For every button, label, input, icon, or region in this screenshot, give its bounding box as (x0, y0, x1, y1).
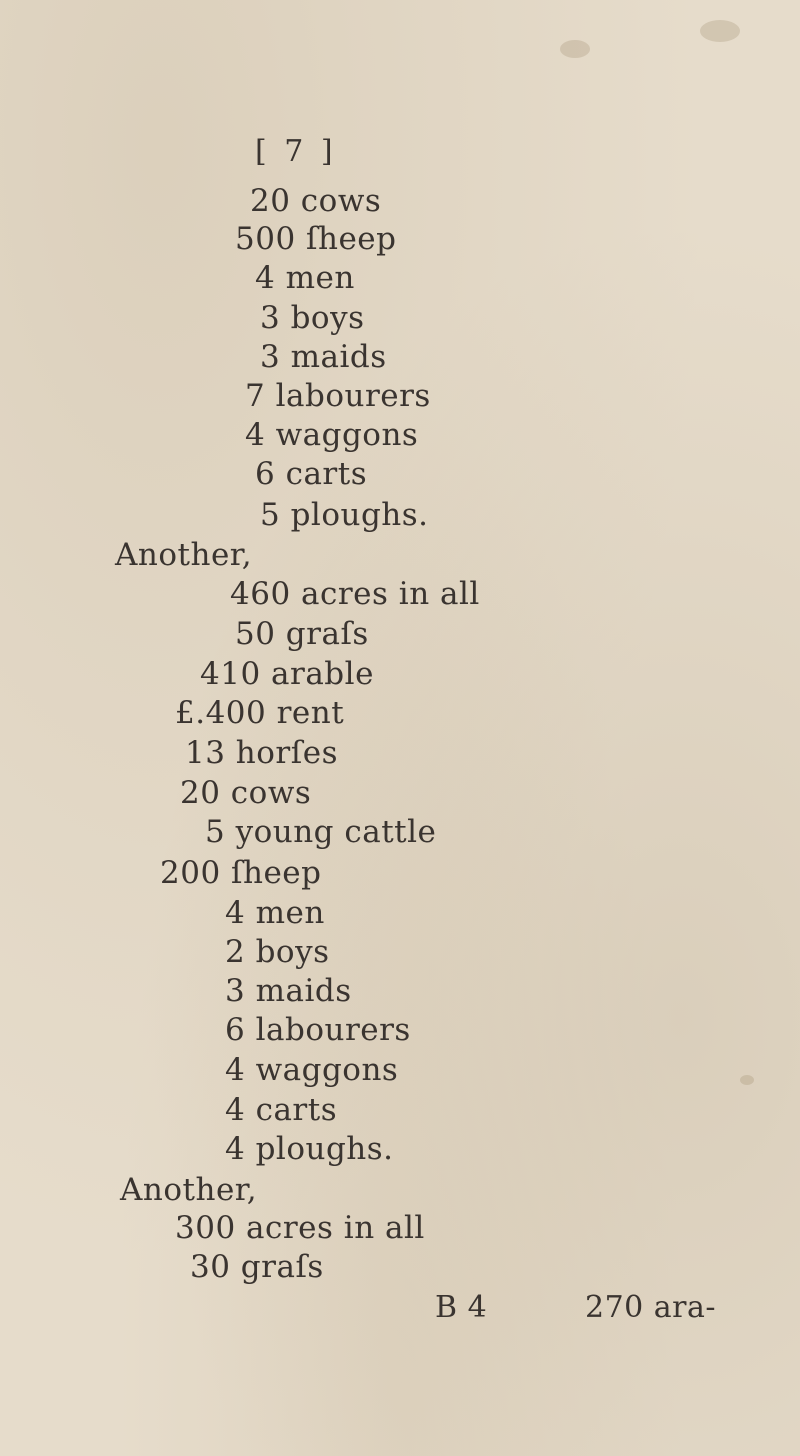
list-item: 7 labourers (245, 378, 431, 414)
list-item: 500 ſheep (235, 221, 397, 257)
list-item: 2 boys (225, 934, 330, 970)
list-item: 200 ſheep (160, 855, 322, 891)
list-item: 4 carts (225, 1092, 338, 1128)
foxing-spot (700, 20, 740, 42)
list-item: 20 cows (180, 775, 312, 811)
list-item: 13 horſes (185, 735, 338, 771)
page-number: [ 7 ] (255, 134, 337, 169)
list-item: 30 graſs (190, 1249, 324, 1285)
list-item: 4 waggons (245, 417, 419, 453)
list-item: 5 ploughs. (260, 497, 429, 533)
list-item: 4 ploughs. (225, 1131, 394, 1167)
list-item: 3 maids (260, 339, 387, 375)
list-item: 3 boys (260, 300, 365, 336)
list-item: 460 acres in all (230, 576, 480, 612)
list-item: 50 graſs (235, 616, 369, 652)
list-item: £.400 rent (175, 695, 345, 731)
list-item: 6 labourers (225, 1012, 411, 1048)
list-item: 5 young cattle (205, 814, 437, 850)
list-item: 20 cows (250, 183, 382, 219)
foxing-spot (560, 40, 590, 58)
list-item: 4 waggons (225, 1052, 399, 1088)
section-heading: Another, (115, 537, 253, 573)
list-item: 6 carts (255, 456, 368, 492)
list-item: 4 men (255, 260, 355, 296)
catchword: 270 ara- (585, 1290, 717, 1325)
foxing-spot (740, 1075, 754, 1085)
section-heading: Another, (120, 1172, 258, 1208)
list-item: 300 acres in all (175, 1210, 425, 1246)
list-item: 3 maids (225, 973, 352, 1009)
list-item: 4 men (225, 895, 325, 931)
list-item: 410 arable (200, 656, 374, 692)
signature-mark: B 4 (435, 1290, 488, 1325)
